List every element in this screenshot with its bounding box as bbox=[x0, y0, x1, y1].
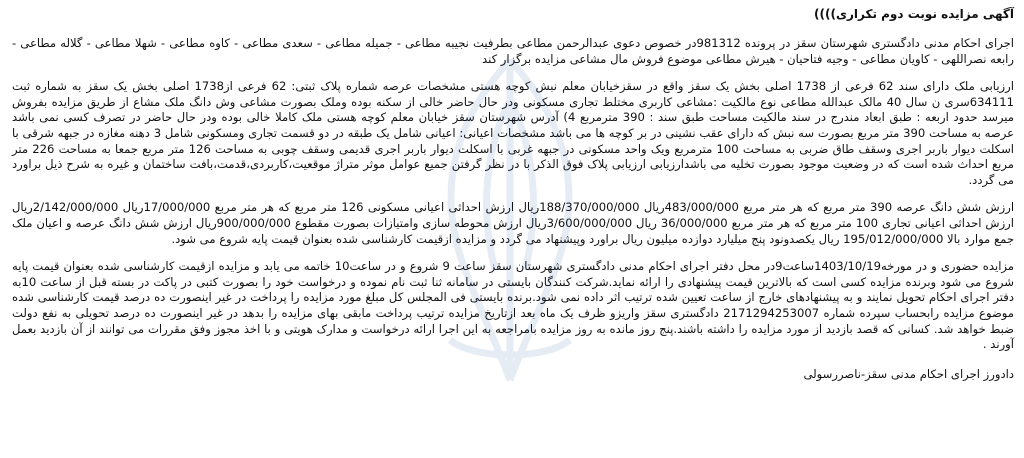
valuation-paragraph: ارزش شش دانگ عرصه 390 متر مربع که هر متر مربع 483/000/000ریال 188/370/000/000ریال ارزش احداثی اعیانی مسکونی 126 متر مربع که هر متر مربع 17/000/000ریال 2/142/000/000ریال ارزش احداثی اعیانی تجاری 100 متر مربع که هر متر مربع 36/000/000 ریال 3/600/000/000ریال ارزش محوطه سازی وامتیازات بصورت مقطوع 900/000/000ریال ارزش شش دانگ عرصه و اعیان ملک جمع موارد بالا 195/012/000/000 ریال یکصدونود پنج میلیارد دوازده میلیون ریال براورد وپیشنهاد می گردد و مزایده ازقیمت کارشناسی شده بعنوان قیمت پایه شروع می شود. bbox=[12, 200, 1015, 246]
signature-line: دادورز اجرای احکام مدنی سقز-ناصررسولی bbox=[803, 366, 1014, 381]
notice-intro-paragraph: اجرای احکام مدنی دادگستری شهرستان سقز در پرونده 981312در خصوص دعوی عبدالرحمن مطاعی بطرفیت نجیبه مطاعی - جمیله مطاعی - سعدی مطاعی - کاوه مطاعی - شهلا مطاعی - گلاله مطاعی - رابعه نصراللهی - کاویان مطاعی - وجیه فتاحیان - هیرش مطاعی موضوع فروش مال مشاعی مزایده برگزار کند bbox=[12, 36, 1014, 66]
property-description-paragraph: ارزیابی ملک دارای سند 62 فرعی از 1738 اصلی بخش یک سقز واقع در سقزخیابان معلم نبش کوچه هستی مشخصات عرصه شماره پلاک ثبتی: 62 فرعی از1738 اصلی بخش یک سقز به شماره ثبت 634111سری ن سال 40 مالک عبدالله مطاعی نوع مالکیت :مشاعی کاربری مختلط تجاری مسکونی ودر حال حاضر خالی از سکنه بوده وملک بصورت مشاعی وش دانگ ملک مشاع از طریق مزایده بفروش میرسد حدود اربعه : طبق ابعاد مندرج در سند مالکیت مساحت طبق سند : 390 مترمربع 4) آدرس شهرستان سقز خیابان معلم کوچه هستی ملک کاملا خالی بوده ودر حال حاضر در تصرف کسی نمی باشد عرصه به مساحت 390 متر مربع بصورت سه نبش که دارای عقب نشینی در بر کوچه ها می باشد مشخصات اعیانی: اعیانی شامل یک طبقه در دو قسمت تجاری ومسکونی شامل 3 دهنه مغازه در جبهه شرقی با اسکلت دیوار باربر اجری وسقف طاق ضربی به مساحت 100 مترمربع ویک واحد مسکونی در جبهه غربی با اسکلت دیوار باربر اجری قدیمی وسقف چوبی به مساحت 126 متر مربع جمعا به مساحت 226 متر مربع احداث شده است که در وضعیت موجود بصورت تخلیه می باشدارزیابی ارزیابی پلاک فوق الذکر با در نظر گرفتن جمیع عوامل موثر متراژ موقعیت،کاربردی،قدمت،بافت ساختمان و غیره به شرح ذیل براورد می گردد. bbox=[12, 79, 1015, 187]
notice-title: آگهی مزایده نوبت دوم تکراری)))) bbox=[814, 7, 1014, 21]
auction-terms-paragraph: مزایده حضوری و در مورخه1403/10/19ساعت9در محل دفتر اجرای احکام مدنی دادگستری شهرستان سقز ساعت 9 شروع و در ساعت10 خاتمه می یابد و مزایده ازقیمت کارشناسی شده بعنوان قیمت پایه شروع می شود وبرنده مزایده کسی است که بالاترین قیمت پیشنهادی را ارائه نماید.شرکت کنندگان بایستی در سامانه ثنا ثبت نام نموده و درخواست خود را بصورت کتبی در پاکت در بسته قبل از ساعت 10به دفتر اجرای احکام تحویل نمایند و به پیشنهادهای خارج از ساعت تعیین شده ترتیب اثر داده نمی شود.برنده بایستی فی المجلس کل مبلغ مورد مزایده را پرداخت در غیر اینصورت ده درصد قیمت کارشناسی شده موضوع مزایده رابحساب سپرده شماره 2171294253007 دادگستری سقز واریزو ظرف یک ماه بعد ازتاریخ مزایده ترتیب پرداخت مابقی بهای مزایده را بدهد در غیر اینصورت ده درصد تحویلی به نفع دولت ضبط خواهد شد. کسانی که قصد بازدید از مورد مزایده را داشته باشند.پنج روز مانده به روز مزایده بامراجعه به این اجرا ارائه درخواست و مدارک هویتی و با اخذ مجوز وفق مقررات می توانند از آن بازدید بعمل آورند . bbox=[12, 259, 1015, 352]
